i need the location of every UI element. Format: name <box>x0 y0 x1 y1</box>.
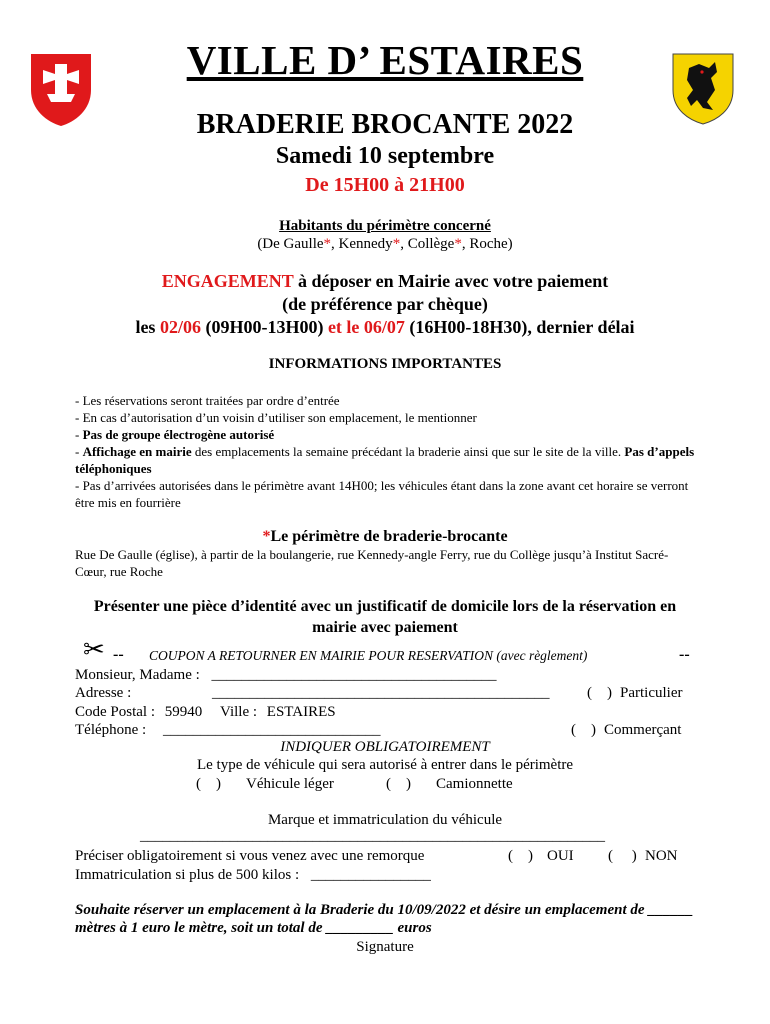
commercant-checkbox[interactable]: ( ) <box>571 722 596 738</box>
residents-streets: (De Gaulle*, Kennedy*, Collège*, Roche) <box>257 236 513 252</box>
reservation-statement: Souhaite réserver un emplacement à la Braderie du 10/09/2022 et désire un emplacement de ______ mètres à 1 euro le mètre, soit un total de _________ euros <box>75 902 694 936</box>
coupon-dashes-right: -- <box>679 646 690 663</box>
phone-field[interactable]: _____________________________ <box>163 722 381 738</box>
oui-label: OUI <box>547 848 574 864</box>
immat-field[interactable]: ________________ <box>310 867 431 883</box>
signature-label: Signature <box>356 939 414 955</box>
name-row: Monsieur, Madame : ______________________________________ <box>75 667 497 683</box>
city-value[interactable]: ESTAIRES <box>266 704 336 720</box>
camionnette-checkbox[interactable]: ( ) <box>386 776 411 792</box>
remorque-row: Préciser obligatoirement si vous venez avec une remorque ( ) OUI ( ) NON <box>75 848 678 864</box>
address-row: Adresse : _____________________________________________ ( ) Particulier <box>75 685 683 701</box>
oui-checkbox[interactable]: ( ) <box>508 848 533 864</box>
residents-heading: Habitants du périmètre concerné <box>279 218 491 234</box>
marque-field[interactable]: ______________________________________________________________ <box>140 828 605 844</box>
particulier-label: Particulier <box>620 685 683 701</box>
marque-label: Marque et immatriculation du véhicule <box>267 812 503 828</box>
vehicule-leger-checkbox[interactable]: ( ) <box>196 776 221 792</box>
address-field[interactable]: _____________________________________________ <box>212 685 550 701</box>
rule-item: - Pas de groupe électrogène autorisé <box>75 427 275 442</box>
phone-row: Téléphone : _____________________________ ( ) Commerçant <box>75 722 682 738</box>
info-title: INFORMATIONS IMPORTANTES <box>268 356 502 372</box>
engagement-line-3: les 02/06 (09H00-13H00) et le 06/07 (16H00-18H30), dernier délai <box>135 317 635 337</box>
obligatoire-label: INDIQUER OBLIGATOIREMENT <box>280 739 490 755</box>
rule-item: - Pas d’arrivées autorisées dans le périmètre avant 14H00; les véhicules étant dans la zone avant cet horaire se verront être mis en fourrière <box>75 478 689 510</box>
perimeter-title: *Le périmètre de braderie-brocante <box>262 528 508 545</box>
rule-item: - Affichage en mairie des emplacements la semaine précédant la braderie ainsi que sur le site de la ville. Pas d’appels téléphoniques <box>75 444 695 476</box>
event-name: BRADERIE BROCANTE 2022 <box>196 109 574 140</box>
non-label: NON <box>645 848 678 864</box>
engagement-line-2: (de préférence par chèque) <box>282 294 488 314</box>
commercant-label: Commerçant <box>604 722 682 738</box>
event-hours: De 15H00 à 21H00 <box>305 174 465 196</box>
coupon-dashes-left: -- <box>113 646 124 663</box>
non-checkbox[interactable]: ( ) <box>608 848 637 864</box>
coupon-label: COUPON A RETOURNER EN MAIRIE POUR RESERVATION (avec règlement) <box>149 648 588 663</box>
vehicle-type-label: Le type de véhicule qui sera autorisé à entrer dans le périmètre <box>196 757 574 773</box>
immat-row: Immatriculation si plus de 500 kilos : ________________ <box>75 867 431 883</box>
postal-value[interactable]: 59940 <box>164 704 203 720</box>
engagement-line-1: ENGAGEMENT à déposer en Mairie avec votre paiement <box>161 271 609 291</box>
camionnette-label: Camionnette <box>436 776 513 792</box>
identity-notice: Présenter une pièce d’identité avec un justificatif de domicile lors de la réservation en mairie avec paiement <box>93 598 677 636</box>
rules-list <box>75 392 695 511</box>
name-field[interactable]: ______________________________________ <box>211 667 497 683</box>
rule-item: - Les réservations seront traitées par ordre d’entrée <box>75 393 340 408</box>
event-date: Samedi 10 septembre <box>275 143 495 169</box>
perimeter-text: Rue De Gaulle (église), à partir de la boulangerie, rue Kennedy-angle Ferry, rue du Collège jusqu’à Institut Sacré-Cœur, rue Roche <box>75 547 669 579</box>
postal-row: Code Postal : 59940 Ville : ESTAIRES <box>75 704 336 720</box>
particulier-checkbox[interactable]: ( ) <box>587 685 612 701</box>
scissors-icon: ✂ <box>83 635 105 664</box>
rule-item: - En cas d’autorisation d’un voisin d’utiliser son emplacement, le mentionner <box>75 410 477 425</box>
page-title: VILLE D’ ESTAIRES <box>186 37 584 83</box>
vehicule-leger-label: Véhicule léger <box>246 776 334 792</box>
